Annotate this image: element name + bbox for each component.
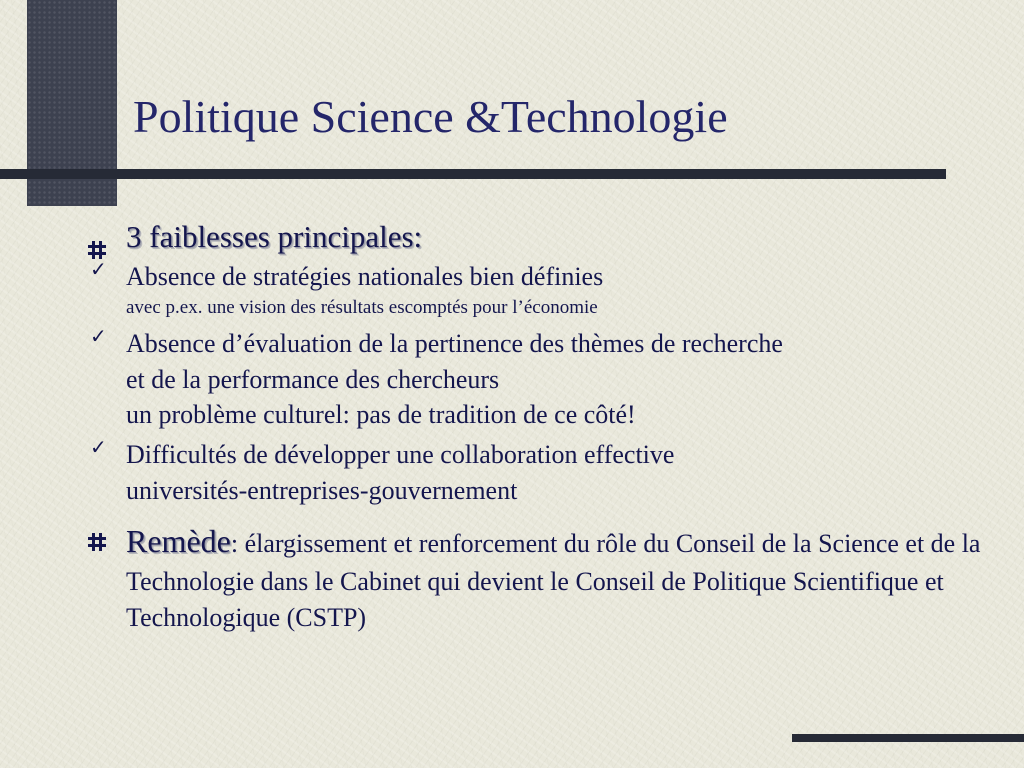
weakness-item [84,326,1004,434]
remedy-text: : élargissement et renforcement du rôle du Conseil de la Science et de la Technologie dans le Cabinet qui devient le Conseil de Politique Scientifique et Technologique (CSTP) [126,529,981,633]
title-rule [0,169,946,179]
slide-content [84,218,1004,641]
checkmark-icon: ✓ [90,325,107,348]
remedy-label: Remède [126,523,231,560]
hash-bullet-glyph [88,240,106,260]
hash-bullet-glyph [88,532,106,552]
weakness-text-line: et de la performance des chercheurs [126,364,500,394]
checkmark-icon: ✓ [90,437,107,460]
checkmark-icon: ✓ [90,259,107,282]
remedy-item [84,519,1004,637]
weakness-item [84,437,1004,509]
hash-bullet-icon [88,529,106,559]
heading-item [84,218,1004,255]
weakness-text-line: Difficultés de développer une collaboration effective [126,440,675,470]
weakness-text-line: universités-entreprises-gouvernement [126,476,518,506]
slide-title: Politique Science &Technologie [133,91,728,142]
weakness-text: Absence de stratégies nationales bien définies [126,262,604,292]
weakness-note: avec p.ex. une vision des résultats escomptés pour l’économie [126,297,598,319]
weakness-text-line: Absence d’évaluation de la pertinence des thèmes de recherche [126,328,783,358]
weakness-note: un problème culturel: pas de tradition de ce côté! [126,400,636,430]
footer-rule [792,734,1024,742]
weakness-item [84,259,1004,321]
weaknesses-heading: 3 faiblesses principales: [126,219,423,254]
